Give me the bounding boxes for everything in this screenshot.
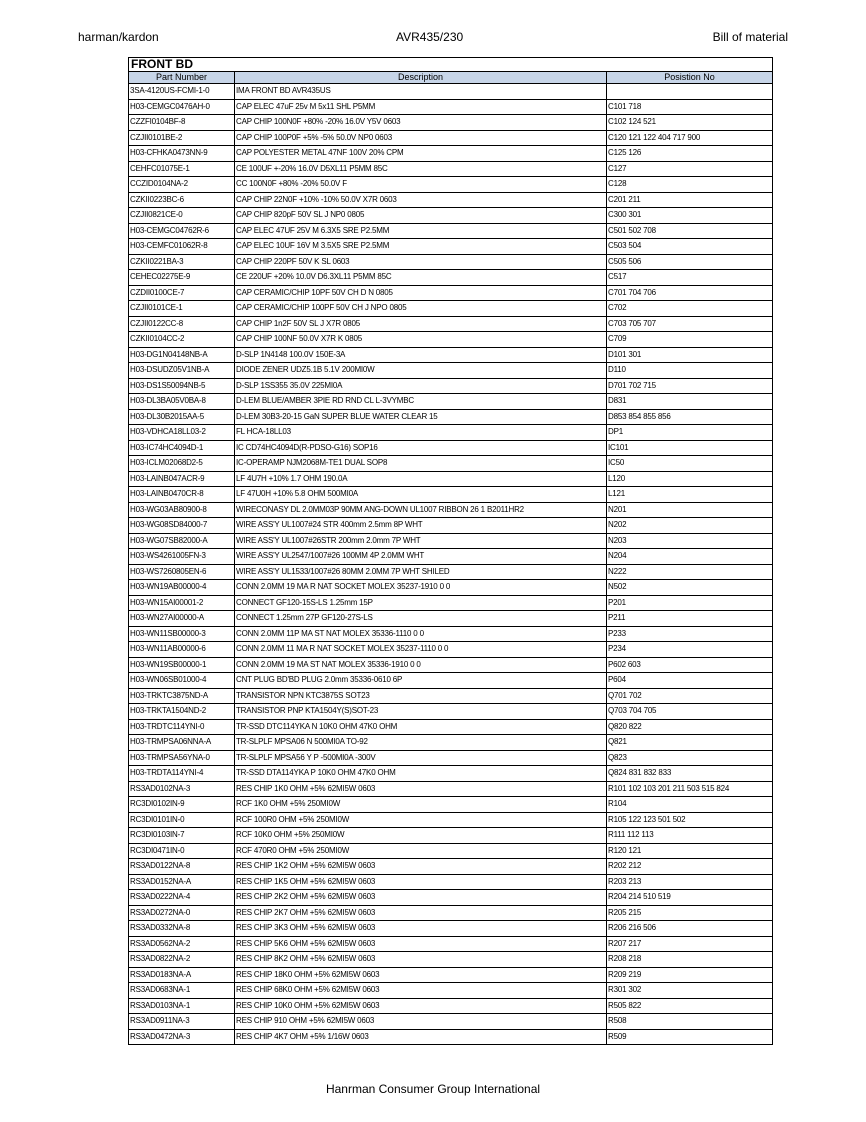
description-cell: RCF 100R0 OHM +5% 250MI0W bbox=[235, 812, 607, 828]
table-row bbox=[129, 502, 773, 518]
table-row bbox=[129, 378, 773, 394]
table-row bbox=[129, 285, 773, 301]
description-cell: CAP CHIP 820pF 50V SL J NP0 0805 bbox=[235, 208, 607, 224]
part-number-cell: H03-WG08SD84000-7 bbox=[129, 518, 235, 534]
part-number-cell: CEHEC02275E-9 bbox=[129, 270, 235, 286]
table-row bbox=[129, 301, 773, 317]
table-row bbox=[129, 921, 773, 937]
part-number-cell: RS3AD0272NA-0 bbox=[129, 905, 235, 921]
part-number-cell: RS3AD0222NA-4 bbox=[129, 890, 235, 906]
description-cell: CONN 2.0MM 19 MA ST NAT MOLEX 35336-1910 0 0 bbox=[235, 657, 607, 673]
position-cell: R209 219 bbox=[607, 967, 773, 983]
part-number-cell: H03-DSUDZ05V1NB-A bbox=[129, 363, 235, 379]
position-cell: DP1 bbox=[607, 425, 773, 441]
table-row bbox=[129, 533, 773, 549]
column-header-part-number: Part Number bbox=[129, 72, 235, 84]
position-cell: R202 212 bbox=[607, 859, 773, 875]
part-number-cell: RC3DI0103IN-7 bbox=[129, 828, 235, 844]
table-row bbox=[129, 471, 773, 487]
position-cell: R509 bbox=[607, 1029, 773, 1045]
description-cell: LF 4U7H +10% 1.7 OHM 190.0A bbox=[235, 471, 607, 487]
table-row bbox=[129, 192, 773, 208]
table-row bbox=[129, 657, 773, 673]
part-number-cell: H03-WG03AB80900-8 bbox=[129, 502, 235, 518]
description-cell: CAP POLYESTER METAL 47NF 100V 20% CPM bbox=[235, 146, 607, 162]
part-number-cell: H03-DG1N04148NB-A bbox=[129, 347, 235, 363]
description-cell: CAP CHIP 220PF 50V K SL 0603 bbox=[235, 254, 607, 270]
position-cell: C127 bbox=[607, 161, 773, 177]
position-cell: D101 301 bbox=[607, 347, 773, 363]
position-cell: R104 bbox=[607, 797, 773, 813]
table-row bbox=[129, 828, 773, 844]
description-cell: TR-SLPLF MPSA06 N 500MI0A TO-92 bbox=[235, 735, 607, 751]
table-row bbox=[129, 843, 773, 859]
part-number-cell: H03-LAINB047ACR-9 bbox=[129, 471, 235, 487]
position-cell: L120 bbox=[607, 471, 773, 487]
position-cell: IC50 bbox=[607, 456, 773, 472]
position-cell: C505 506 bbox=[607, 254, 773, 270]
description-cell: RES CHIP 1K0 OHM +5% 62MI5W 0603 bbox=[235, 781, 607, 797]
table-row bbox=[129, 750, 773, 766]
position-cell: P234 bbox=[607, 642, 773, 658]
part-number-cell: CZKII0223BC-6 bbox=[129, 192, 235, 208]
part-number-cell: RS3AD0911NA-3 bbox=[129, 1014, 235, 1030]
description-cell: WIRE ASS'Y UL2547/1007#26 100MM 4P 2.0MM WHT bbox=[235, 549, 607, 565]
part-number-cell: H03-CFHKA0473NN-9 bbox=[129, 146, 235, 162]
description-cell: WIRE ASS'Y UL1533/1007#26 80MM 2.0MM 7P WHT SHILED bbox=[235, 564, 607, 580]
part-number-cell: H03-TRDTC114YNI-0 bbox=[129, 719, 235, 735]
description-cell: RES CHIP 18K0 OHM +5% 62MI5W 0603 bbox=[235, 967, 607, 983]
description-cell: CAP CERAMIC/CHIP 100PF 50V CH J NPO 0805 bbox=[235, 301, 607, 317]
description-cell: CE 100UF +-20% 16.0V D5XL11 P5MM 85C bbox=[235, 161, 607, 177]
part-number-cell: H03-ICLM02068D2-5 bbox=[129, 456, 235, 472]
table-row bbox=[129, 611, 773, 627]
description-cell: IC CD74HC4094D(R-PDSO-G16) SOP16 bbox=[235, 440, 607, 456]
table-row bbox=[129, 239, 773, 255]
bom-body bbox=[129, 84, 773, 1045]
description-cell: RES CHIP 68K0 OHM +5% 62MI5W 0603 bbox=[235, 983, 607, 999]
part-number-cell: H03-TRMPSA06NNA-A bbox=[129, 735, 235, 751]
description-cell: CAP CHIP 100P0F +5% -5% 50.0V NP0 0603 bbox=[235, 130, 607, 146]
position-cell: R208 218 bbox=[607, 952, 773, 968]
part-number-cell: RC3DI0101IN-0 bbox=[129, 812, 235, 828]
position-cell: Q701 702 bbox=[607, 688, 773, 704]
part-number-cell: H03-TRKTC3875ND-A bbox=[129, 688, 235, 704]
position-cell: C128 bbox=[607, 177, 773, 193]
part-number-cell: H03-CEMGC04762R-6 bbox=[129, 223, 235, 239]
description-cell: CONNECT GF120-15S-LS 1.25mm 15P bbox=[235, 595, 607, 611]
table-row bbox=[129, 347, 773, 363]
description-cell: RCF 1K0 OHM +5% 250MI0W bbox=[235, 797, 607, 813]
part-number-cell: CZJII0101BE-2 bbox=[129, 130, 235, 146]
table-row bbox=[129, 983, 773, 999]
position-cell: N202 bbox=[607, 518, 773, 534]
part-number-cell: RC3DI0102IN-9 bbox=[129, 797, 235, 813]
position-cell: R301 302 bbox=[607, 983, 773, 999]
description-cell: TRANSISTOR NPN KTC3875S SOT23 bbox=[235, 688, 607, 704]
position-cell: C201 211 bbox=[607, 192, 773, 208]
position-cell: Q824 831 832 833 bbox=[607, 766, 773, 782]
description-cell: CE 220UF +20% 10.0V D6.3XL11 P5MM 85C bbox=[235, 270, 607, 286]
description-cell: RCF 470R0 OHM +5% 250MI0W bbox=[235, 843, 607, 859]
table-row bbox=[129, 704, 773, 720]
position-cell: P604 bbox=[607, 673, 773, 689]
description-cell: RES CHIP 8K2 OHM +5% 62MI5W 0603 bbox=[235, 952, 607, 968]
description-cell: D-SLP 1N4148 100.0V 150E-3A bbox=[235, 347, 607, 363]
part-number-cell: RS3AD0562NA-2 bbox=[129, 936, 235, 952]
table-row bbox=[129, 967, 773, 983]
description-cell: RCF 10K0 OHM +5% 250MI0W bbox=[235, 828, 607, 844]
position-cell: N203 bbox=[607, 533, 773, 549]
footer-company: Hanrman Consumer Group International bbox=[325, 1082, 541, 1096]
table-row bbox=[129, 673, 773, 689]
section-title-row bbox=[129, 58, 773, 72]
part-number-cell: H03-IC74HC4094D-1 bbox=[129, 440, 235, 456]
position-cell: R203 213 bbox=[607, 874, 773, 890]
position-cell: N502 bbox=[607, 580, 773, 596]
description-cell: RES CHIP 910 OHM +5% 62MI5W 0603 bbox=[235, 1014, 607, 1030]
table-row bbox=[129, 905, 773, 921]
part-number-cell: H03-LAINB0470CR-8 bbox=[129, 487, 235, 503]
description-cell: CAP CERAMIC/CHIP 10PF 50V CH D N 0805 bbox=[235, 285, 607, 301]
description-cell: RES CHIP 5K6 OHM +5% 62MI5W 0603 bbox=[235, 936, 607, 952]
table-row bbox=[129, 316, 773, 332]
position-cell: C120 121 122 404 717 900 bbox=[607, 130, 773, 146]
part-number-cell: CZKII0221BA-3 bbox=[129, 254, 235, 270]
table-row bbox=[129, 936, 773, 952]
header-model: AVR435/230 bbox=[396, 30, 464, 44]
table-row bbox=[129, 1029, 773, 1045]
position-cell: R207 217 bbox=[607, 936, 773, 952]
description-cell: CAP ELEC 47UF 25V M 6.3X5 SRE P2.5MM bbox=[235, 223, 607, 239]
description-cell: TR-SLPLF MPSA56 Y P -500MI0A -300V bbox=[235, 750, 607, 766]
description-cell: RES CHIP 1K5 OHM +5% 62MI5W 0603 bbox=[235, 874, 607, 890]
table-row bbox=[129, 394, 773, 410]
position-cell: R508 bbox=[607, 1014, 773, 1030]
table-row bbox=[129, 688, 773, 704]
table-row bbox=[129, 797, 773, 813]
position-cell: C701 704 706 bbox=[607, 285, 773, 301]
position-cell: R505 822 bbox=[607, 998, 773, 1014]
table-row bbox=[129, 177, 773, 193]
part-number-cell: H03-VDHCA18LL03-2 bbox=[129, 425, 235, 441]
position-cell: C101 718 bbox=[607, 99, 773, 115]
position-cell: P211 bbox=[607, 611, 773, 627]
part-number-cell: H03-TRKTA1504ND-2 bbox=[129, 704, 235, 720]
header-brand: harman/kardon bbox=[78, 30, 159, 44]
table-row bbox=[129, 440, 773, 456]
part-number-cell: RS3AD0183NA-A bbox=[129, 967, 235, 983]
part-number-cell: H03-WN06SB01000-4 bbox=[129, 673, 235, 689]
position-cell: R111 112 113 bbox=[607, 828, 773, 844]
table-row bbox=[129, 812, 773, 828]
part-number-cell: H03-WN11AB00000-6 bbox=[129, 642, 235, 658]
part-number-cell: H03-TRDTA114YNI-4 bbox=[129, 766, 235, 782]
part-number-cell: H03-WN11SB00000-3 bbox=[129, 626, 235, 642]
part-number-cell: H03-CEMFC01062R-8 bbox=[129, 239, 235, 255]
position-cell: Q703 704 705 bbox=[607, 704, 773, 720]
part-number-cell: CZJII0122CC-8 bbox=[129, 316, 235, 332]
column-header-position: Posistion No bbox=[607, 72, 773, 84]
position-cell: C300 301 bbox=[607, 208, 773, 224]
table-row bbox=[129, 642, 773, 658]
position-cell: D701 702 715 bbox=[607, 378, 773, 394]
part-number-cell: H03-DS1S50094NB-5 bbox=[129, 378, 235, 394]
position-cell: R101 102 103 201 211 503 515 824 bbox=[607, 781, 773, 797]
part-number-cell: RS3AD0332NA-8 bbox=[129, 921, 235, 937]
table-row bbox=[129, 998, 773, 1014]
part-number-cell: 3SA-4120US-FCMI-1-0 bbox=[129, 84, 235, 100]
part-number-cell: H03-WS7260805EN-6 bbox=[129, 564, 235, 580]
position-cell: R205 215 bbox=[607, 905, 773, 921]
table-row bbox=[129, 781, 773, 797]
part-number-cell: RS3AD0122NA-8 bbox=[129, 859, 235, 875]
part-number-cell: H03-WN15AI00001-2 bbox=[129, 595, 235, 611]
description-cell: CAP CHIP 1n2F 50V SL J X7R 0805 bbox=[235, 316, 607, 332]
description-cell: CAP CHIP 100NF 50.0V X7R K 0805 bbox=[235, 332, 607, 348]
table-row bbox=[129, 859, 773, 875]
part-number-cell: H03-WN19AB00000-4 bbox=[129, 580, 235, 596]
part-number-cell: CZKII0104CC-2 bbox=[129, 332, 235, 348]
position-cell: C503 504 bbox=[607, 239, 773, 255]
description-cell: CC 100N0F +80% -20% 50.0V F bbox=[235, 177, 607, 193]
part-number-cell: RS3AD0103NA-1 bbox=[129, 998, 235, 1014]
table-row bbox=[129, 890, 773, 906]
table-row bbox=[129, 161, 773, 177]
bom-table bbox=[128, 57, 773, 1045]
position-cell: C102 124 521 bbox=[607, 115, 773, 131]
header-doc-title: Bill of material bbox=[712, 30, 788, 44]
position-cell: C702 bbox=[607, 301, 773, 317]
description-cell: CONNECT 1.25mm 27P GF120-27S-LS bbox=[235, 611, 607, 627]
section-title: FRONT BD bbox=[129, 58, 773, 72]
part-number-cell: H03-WS4261005FN-3 bbox=[129, 549, 235, 565]
part-number-cell: RS3AD0822NA-2 bbox=[129, 952, 235, 968]
part-number-cell: H03-TRMPSA56YNA-0 bbox=[129, 750, 235, 766]
part-number-cell: CZJII0821CE-0 bbox=[129, 208, 235, 224]
table-row bbox=[129, 874, 773, 890]
description-cell: CNT PLUG BD'BD PLUG 2.0mm 35336-0610 6P bbox=[235, 673, 607, 689]
part-number-cell: CEHFC01075E-1 bbox=[129, 161, 235, 177]
description-cell: CAP CHIP 100N0F +80% -20% 16.0V Y5V 0603 bbox=[235, 115, 607, 131]
part-number-cell: H03-DL3BA05V0BA-8 bbox=[129, 394, 235, 410]
description-cell: RES CHIP 10K0 OHM +5% 62MI5W 0603 bbox=[235, 998, 607, 1014]
table-row bbox=[129, 270, 773, 286]
table-row bbox=[129, 425, 773, 441]
position-cell: Q820 822 bbox=[607, 719, 773, 735]
table-row bbox=[129, 626, 773, 642]
table-row bbox=[129, 99, 773, 115]
position-cell: R120 121 bbox=[607, 843, 773, 859]
table-row bbox=[129, 254, 773, 270]
part-number-cell: RS3AD0683NA-1 bbox=[129, 983, 235, 999]
description-cell: DIODE ZENER UDZ5.1B 5.1V 200MI0W bbox=[235, 363, 607, 379]
description-cell: WIRE ASS'Y UL1007#26STR 200mm 2.0mm 7P WHT bbox=[235, 533, 607, 549]
table-row bbox=[129, 766, 773, 782]
description-cell: CAP ELEC 47uF 25v M 5x11 SHL P5MM bbox=[235, 99, 607, 115]
description-cell: D-LEM BLUE/AMBER 3PIE RD RND CL L-3VYMBC bbox=[235, 394, 607, 410]
position-cell: D853 854 855 856 bbox=[607, 409, 773, 425]
part-number-cell: H03-WN19SB00000-1 bbox=[129, 657, 235, 673]
description-cell: CAP CHIP 22N0F +10% -10% 50.0V X7R 0603 bbox=[235, 192, 607, 208]
description-cell: RES CHIP 1K2 OHM +5% 62MI5W 0603 bbox=[235, 859, 607, 875]
table-row bbox=[129, 735, 773, 751]
table-row bbox=[129, 130, 773, 146]
position-cell: N201 bbox=[607, 502, 773, 518]
position-cell: P201 bbox=[607, 595, 773, 611]
part-number-cell: RS3AD0152NA-A bbox=[129, 874, 235, 890]
table-row bbox=[129, 952, 773, 968]
description-cell: RES CHIP 2K7 OHM +5% 62MI5W 0603 bbox=[235, 905, 607, 921]
part-number-cell: H03-WG07SB82000-A bbox=[129, 533, 235, 549]
part-number-cell: RC3DI0471IN-0 bbox=[129, 843, 235, 859]
position-cell: C517 bbox=[607, 270, 773, 286]
description-cell: TRANSISTOR PNP KTA1504Y(S)SOT-23 bbox=[235, 704, 607, 720]
table-row bbox=[129, 84, 773, 100]
position-cell: P602 603 bbox=[607, 657, 773, 673]
position-cell bbox=[607, 84, 773, 100]
part-number-cell: CZZFI0104BF-8 bbox=[129, 115, 235, 131]
table-row bbox=[129, 208, 773, 224]
description-cell: IMA FRONT BD AVR435US bbox=[235, 84, 607, 100]
column-header-description: Description bbox=[235, 72, 607, 84]
table-row bbox=[129, 332, 773, 348]
part-number-cell: CCZID0104NA-2 bbox=[129, 177, 235, 193]
table-row bbox=[129, 409, 773, 425]
position-cell: D110 bbox=[607, 363, 773, 379]
table-row bbox=[129, 456, 773, 472]
description-cell: RES CHIP 4K7 OHM +5% 1/16W 0603 bbox=[235, 1029, 607, 1045]
description-cell: D-SLP 1SS355 35.0V 225MI0A bbox=[235, 378, 607, 394]
position-cell: Q823 bbox=[607, 750, 773, 766]
part-number-cell: CZDII0100CE-7 bbox=[129, 285, 235, 301]
description-cell: TR-SSD DTA114YKA P 10K0 OHM 47K0 OHM bbox=[235, 766, 607, 782]
description-cell: CONN 2.0MM 11P MA ST NAT MOLEX 35336-1110 0 0 bbox=[235, 626, 607, 642]
position-cell: C709 bbox=[607, 332, 773, 348]
description-cell: RES CHIP 3K3 OHM +5% 62MI5W 0603 bbox=[235, 921, 607, 937]
position-cell: N222 bbox=[607, 564, 773, 580]
part-number-cell: RS3AD0102NA-3 bbox=[129, 781, 235, 797]
table-row bbox=[129, 115, 773, 131]
position-cell: L121 bbox=[607, 487, 773, 503]
table-row bbox=[129, 146, 773, 162]
table-row bbox=[129, 580, 773, 596]
description-cell: TR-SSD DTC114YKA N 10K0 OHM 47K0 OHM bbox=[235, 719, 607, 735]
table-row bbox=[129, 719, 773, 735]
table-row bbox=[129, 549, 773, 565]
table-row bbox=[129, 564, 773, 580]
table-row bbox=[129, 1014, 773, 1030]
position-cell: C125 126 bbox=[607, 146, 773, 162]
part-number-cell: H03-CEMGC0476AH-0 bbox=[129, 99, 235, 115]
position-cell: P233 bbox=[607, 626, 773, 642]
position-cell: N204 bbox=[607, 549, 773, 565]
table-row bbox=[129, 595, 773, 611]
description-cell: WIRE ASS'Y UL1007#24 STR 400mm 2.5mm 8P WHT bbox=[235, 518, 607, 534]
position-cell: Q821 bbox=[607, 735, 773, 751]
description-cell: D-LEM 30B3-20-15 GaN SUPER BLUE WATER CLEAR 15 bbox=[235, 409, 607, 425]
position-cell: IC101 bbox=[607, 440, 773, 456]
position-cell: R204 214 510 519 bbox=[607, 890, 773, 906]
position-cell: D831 bbox=[607, 394, 773, 410]
table-row bbox=[129, 363, 773, 379]
description-cell: RES CHIP 2K2 OHM +5% 62MI5W 0603 bbox=[235, 890, 607, 906]
column-header-row bbox=[129, 72, 773, 84]
description-cell: CONN 2.0MM 19 MA R NAT SOCKET MOLEX 35237-1910 0 0 bbox=[235, 580, 607, 596]
position-cell: R206 216 506 bbox=[607, 921, 773, 937]
table-row bbox=[129, 518, 773, 534]
description-cell: FL HCA-18LL03 bbox=[235, 425, 607, 441]
description-cell: WIRECONASY DL 2.0MM03P 90MM ANG-DOWN UL1007 RIBBON 26 1 B2011HR2 bbox=[235, 502, 607, 518]
part-number-cell: RS3AD0472NA-3 bbox=[129, 1029, 235, 1045]
description-cell: CONN 2.0MM 11 MA R NAT SOCKET MOLEX 35237-1110 0 0 bbox=[235, 642, 607, 658]
description-cell: IC-OPERAMP NJM2068M-TE1 DUAL SOP8 bbox=[235, 456, 607, 472]
part-number-cell: H03-DL30B2015AA-5 bbox=[129, 409, 235, 425]
part-number-cell: CZJII0101CE-1 bbox=[129, 301, 235, 317]
table-row bbox=[129, 487, 773, 503]
position-cell: C703 705 707 bbox=[607, 316, 773, 332]
part-number-cell: H03-WN27AI00000-A bbox=[129, 611, 235, 627]
description-cell: CAP ELEC 10UF 16V M 3.5X5 SRE P2.5MM bbox=[235, 239, 607, 255]
table-row bbox=[129, 223, 773, 239]
position-cell: R105 122 123 501 502 bbox=[607, 812, 773, 828]
description-cell: LF 47U0H +10% 5.8 OHM 500MI0A bbox=[235, 487, 607, 503]
position-cell: C501 502 708 bbox=[607, 223, 773, 239]
